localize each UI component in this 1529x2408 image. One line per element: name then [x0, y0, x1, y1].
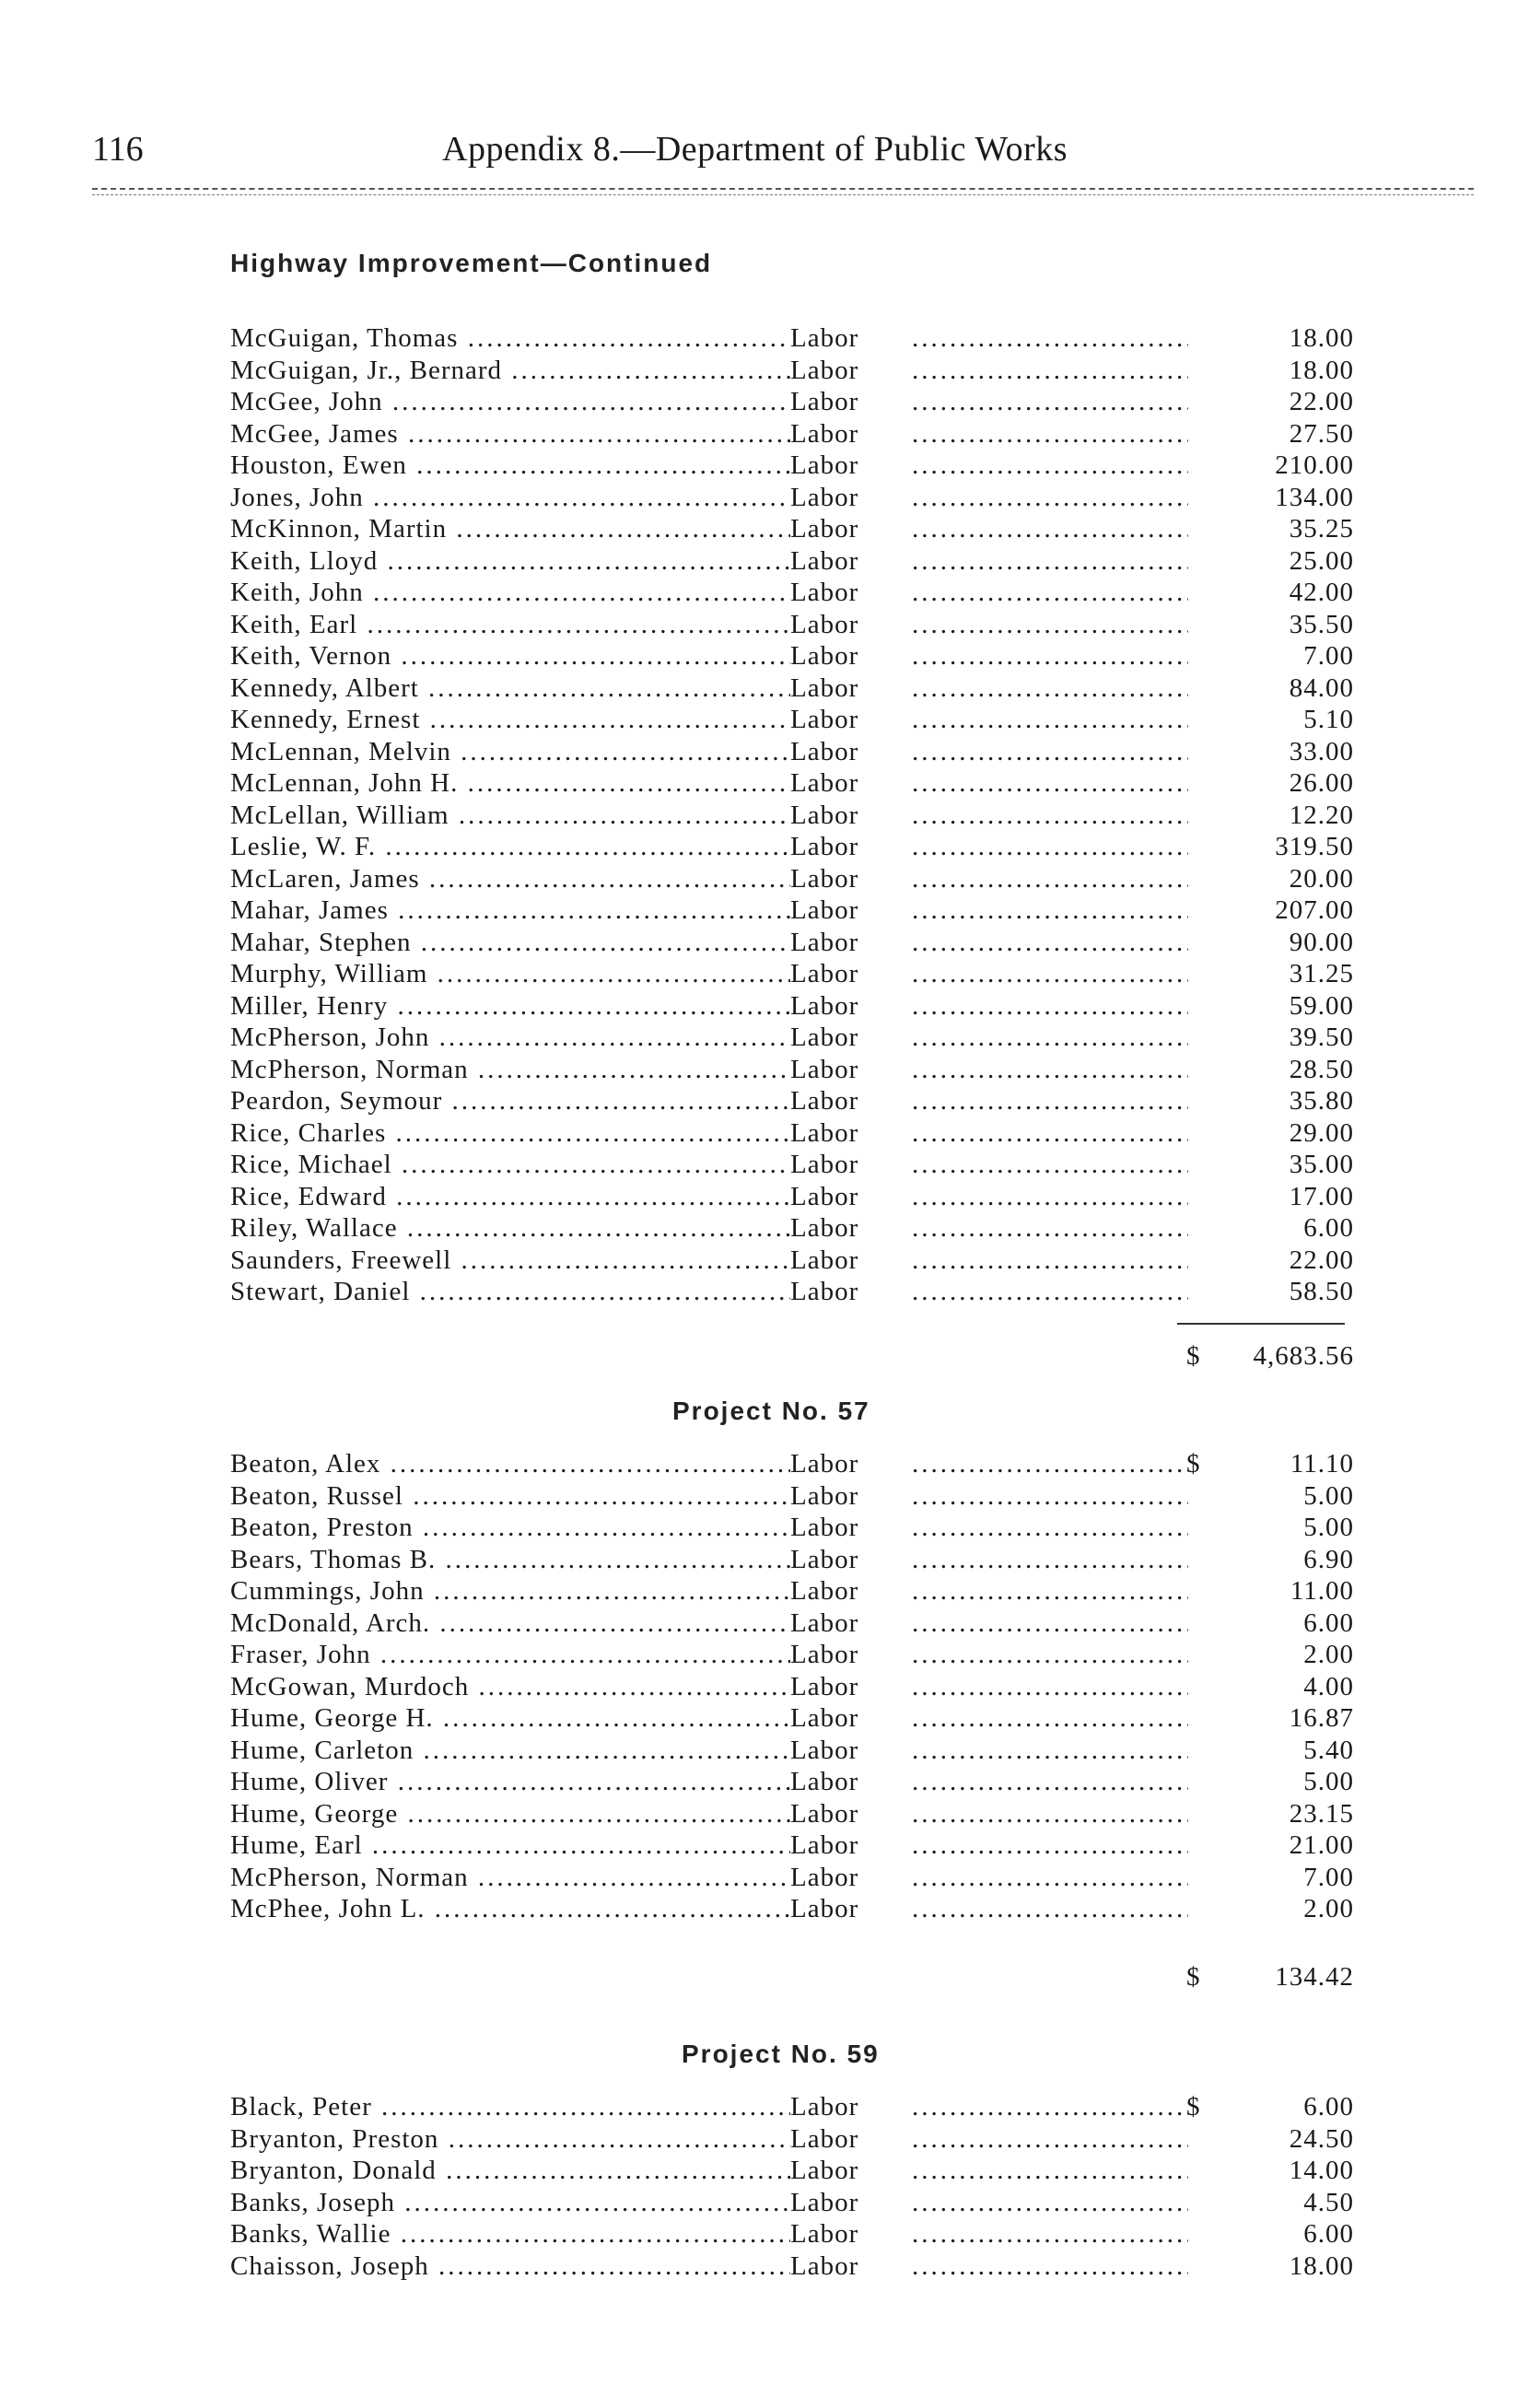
dot-leader: [912, 958, 1188, 990]
amount: 27.50: [1289, 418, 1354, 449]
dot-leader: [912, 1702, 1188, 1735]
amount: 31.25: [1289, 959, 1354, 988]
occupation: Labor: [790, 705, 859, 734]
amount: 21.00: [1289, 1830, 1354, 1860]
occupation: Labor: [790, 1449, 859, 1479]
employee-name: Keith, John .....: [230, 577, 790, 609]
occupation: Labor: [790, 2250, 859, 2281]
employee-name: Miller, Henry .....: [230, 990, 790, 1023]
amount: 2.00: [1303, 1640, 1354, 1669]
employee-name: Bryanton, Preston .....: [230, 2123, 790, 2156]
amount: 16.87: [1289, 1703, 1354, 1733]
amount: 25.00: [1289, 545, 1354, 576]
table-row: [230, 1544, 1354, 1576]
table-row: [230, 1022, 1354, 1054]
occupation: Labor: [790, 1054, 859, 1084]
dot-leader: [912, 863, 1188, 895]
occupation: Labor: [790, 832, 859, 861]
dot-leader: [912, 831, 1188, 863]
employee-name: McLennan, John H. .....: [230, 767, 790, 800]
table-row: [230, 2091, 1354, 2123]
dot-leader: [912, 1862, 1188, 1894]
amount: 319.50: [1275, 832, 1354, 861]
employee-name: Peardon, Seymour .....: [230, 1085, 790, 1117]
occupation: Labor: [790, 895, 859, 925]
page-number: 116: [92, 130, 144, 169]
table-row: [230, 355, 1354, 387]
amount: 28.50: [1289, 1054, 1354, 1084]
occupation: Labor: [790, 2092, 859, 2122]
occupation: Labor: [790, 927, 859, 957]
section-heading-highway-improvement: Highway Improvement—Continued: [230, 249, 713, 277]
amount: 6.90: [1303, 1544, 1354, 1574]
occupation: Labor: [790, 514, 859, 544]
dot-leader: [912, 1671, 1188, 1703]
occupation: Labor: [790, 800, 859, 830]
amount: 23.15: [1289, 1798, 1354, 1829]
occupation: Labor: [790, 1480, 859, 1511]
employee-name: Black, Peter .....: [230, 2091, 790, 2123]
table-row: [230, 1448, 1354, 1480]
employee-name: McPherson, Norman .....: [230, 1862, 790, 1894]
amount: 42.00: [1289, 578, 1354, 607]
table-row: [230, 1512, 1354, 1544]
dot-leader: [912, 1212, 1188, 1245]
dot-leader: [912, 322, 1188, 355]
amount: 18.00: [1289, 355, 1354, 385]
amount: 210.00: [1275, 450, 1354, 480]
amount: 4.00: [1303, 1671, 1354, 1701]
employee-name: McLellan, William .....: [230, 800, 790, 832]
amount: 6.00: [1303, 1607, 1354, 1638]
dot-leader: [912, 577, 1188, 609]
dot-leader: [912, 2091, 1188, 2123]
page-header: [92, 129, 1474, 184]
amount: 7.00: [1303, 1862, 1354, 1892]
occupation: Labor: [790, 1640, 859, 1669]
occupation: Labor: [790, 736, 859, 766]
dot-leader: [912, 1448, 1188, 1480]
occupation: Labor: [790, 1181, 859, 1211]
employee-name: Houston, Ewen .....: [230, 450, 790, 482]
table-row: [230, 640, 1354, 672]
occupation: Labor: [790, 482, 859, 512]
dot-leader: [912, 2123, 1188, 2156]
dot-leader: [912, 800, 1188, 832]
dot-leader: [912, 1544, 1188, 1576]
dot-leader: [912, 767, 1188, 800]
employee-name: Kennedy, Ernest .....: [230, 704, 790, 736]
occupation: Labor: [790, 355, 859, 385]
employee-name: Keith, Lloyd .....: [230, 545, 790, 578]
occupation: Labor: [790, 323, 859, 353]
table-row: [230, 704, 1354, 736]
employee-name: Hume, George .....: [230, 1798, 790, 1830]
employee-name: Chaisson, Joseph .....: [230, 2250, 790, 2283]
employee-name: Mahar, Stephen .....: [230, 927, 790, 959]
total-amount: 4,683.56: [1253, 1341, 1354, 1371]
table-row: [230, 672, 1354, 705]
employee-name: Beaton, Russel .....: [230, 1480, 790, 1513]
employee-name: Kennedy, Albert .....: [230, 672, 790, 705]
dollar-sign: $: [1186, 2092, 1200, 2122]
employee-name: Saunders, Freewell .....: [230, 1245, 790, 1277]
occupation: Labor: [790, 1735, 859, 1765]
occupation: Labor: [790, 1703, 859, 1733]
dot-leader: [912, 640, 1188, 672]
table-row: [230, 2218, 1354, 2250]
table-row: [230, 1181, 1354, 1213]
occupation: Labor: [790, 609, 859, 639]
occupation: Labor: [790, 387, 859, 416]
employee-name: Jones, John .....: [230, 482, 790, 514]
table-row: [230, 513, 1354, 545]
employee-name: Rice, Michael .....: [230, 1149, 790, 1181]
amount: 11.00: [1290, 1576, 1354, 1606]
amount: 35.80: [1289, 1086, 1354, 1116]
dot-leader: [912, 1639, 1188, 1671]
occupation: Labor: [790, 1544, 859, 1574]
table-row: [230, 831, 1354, 863]
dot-leader: [912, 1480, 1188, 1513]
dot-leader: [912, 894, 1188, 927]
amount: 35.50: [1289, 609, 1354, 639]
amount: 207.00: [1275, 895, 1354, 925]
dot-leader: [912, 609, 1188, 641]
dot-leader: [912, 1575, 1188, 1607]
employee-name: McDonald, Arch. .....: [230, 1607, 790, 1640]
table-row: [230, 1480, 1354, 1513]
occupation: Labor: [790, 450, 859, 480]
table-row: [230, 1735, 1354, 1767]
dot-leader: [912, 1054, 1188, 1086]
table-row: [230, 1639, 1354, 1671]
occupation: Labor: [790, 578, 859, 607]
table-row: [230, 736, 1354, 768]
occupation: Labor: [790, 1213, 859, 1243]
amount: 2.00: [1303, 1894, 1354, 1923]
employee-name: Beaton, Alex .....: [230, 1448, 790, 1480]
dot-leader: [912, 386, 1188, 418]
occupation: Labor: [790, 1830, 859, 1860]
table-row: [230, 1575, 1354, 1607]
table-row: [230, 863, 1354, 895]
dot-leader: [912, 1276, 1188, 1308]
amount: 18.00: [1289, 2250, 1354, 2281]
dot-leader: [912, 672, 1188, 705]
amount: 134.00: [1275, 482, 1354, 512]
amount: 35.00: [1289, 1150, 1354, 1179]
table-row: [230, 1702, 1354, 1735]
employee-name: Hume, George H. .....: [230, 1702, 790, 1735]
occupation: Labor: [790, 863, 859, 894]
table-row: [230, 800, 1354, 832]
dot-leader: [912, 1181, 1188, 1213]
dot-leader: [912, 1893, 1188, 1925]
occupation: Labor: [790, 1607, 859, 1638]
entries-list: [230, 1448, 1354, 1925]
amount: 39.50: [1289, 1023, 1354, 1052]
employee-name: McGowan, Murdoch .....: [230, 1671, 790, 1703]
table-row: [230, 322, 1354, 355]
table-row: [230, 1149, 1354, 1181]
amount: 58.50: [1289, 1277, 1354, 1306]
amount: 4.50: [1303, 2187, 1354, 2217]
occupation: Labor: [790, 1277, 859, 1306]
dot-leader: [912, 1149, 1188, 1181]
table-row: [230, 2187, 1354, 2219]
amount: 11.10: [1290, 1449, 1354, 1479]
occupation: Labor: [790, 768, 859, 798]
amount: 6.00: [1303, 1213, 1354, 1243]
occupation: Labor: [790, 1245, 859, 1275]
dot-leader: [912, 513, 1188, 545]
dot-leader: [912, 1766, 1188, 1798]
running-title: Appendix 8.—Department of Public Works: [442, 130, 1068, 169]
amount: 17.00: [1289, 1181, 1354, 1211]
dot-leader: [912, 450, 1188, 482]
amount: 84.00: [1289, 672, 1354, 703]
dot-leader: [912, 1085, 1188, 1117]
dot-leader: [912, 2218, 1188, 2250]
amount: 5.00: [1303, 1767, 1354, 1796]
dot-leader: [912, 1829, 1188, 1862]
table-row: [230, 1893, 1354, 1925]
employee-name: Bryanton, Donald .....: [230, 2155, 790, 2187]
employee-name: Hume, Earl .....: [230, 1829, 790, 1862]
occupation: Labor: [790, 1576, 859, 1606]
amount: 5.10: [1303, 705, 1354, 734]
employee-name: Hume, Oliver .....: [230, 1766, 790, 1798]
amount: 5.40: [1303, 1735, 1354, 1765]
amount: 5.00: [1303, 1513, 1354, 1542]
dot-leader: [912, 990, 1188, 1023]
header-rule: [92, 188, 1474, 190]
amount: 26.00: [1289, 768, 1354, 798]
dot-leader: [912, 736, 1188, 768]
table-row: [230, 1829, 1354, 1862]
dot-leader: [912, 1607, 1188, 1640]
occupation: Labor: [790, 1513, 859, 1542]
dollar-sign: $: [1186, 1449, 1200, 1479]
employee-name: Bears, Thomas B. .....: [230, 1544, 790, 1576]
subtotal-rule: [1177, 1323, 1345, 1325]
header-rule-secondary: [92, 194, 1474, 195]
table-row: [230, 1276, 1354, 1308]
table-row: [230, 2155, 1354, 2187]
section-heading-project-59: Project No. 59: [682, 2040, 880, 2068]
employee-name: Keith, Vernon .....: [230, 640, 790, 672]
employee-name: Fraser, John .....: [230, 1639, 790, 1671]
occupation: Labor: [790, 2219, 859, 2249]
table-row: [230, 1054, 1354, 1086]
employee-name: Stewart, Daniel .....: [230, 1276, 790, 1308]
dot-leader: [912, 2187, 1188, 2219]
occupation: Labor: [790, 1150, 859, 1179]
occupation: Labor: [790, 1798, 859, 1829]
amount: 22.00: [1289, 387, 1354, 416]
table-row: [230, 609, 1354, 641]
employee-name: Banks, Wallie .....: [230, 2218, 790, 2250]
occupation: Labor: [790, 990, 859, 1021]
occupation: Labor: [790, 1117, 859, 1148]
occupation: Labor: [790, 959, 859, 988]
occupation: Labor: [790, 1767, 859, 1796]
table-row: [230, 418, 1354, 450]
table-row: [230, 1212, 1354, 1245]
table-row: [230, 1862, 1354, 1894]
total-dollar-sign: $: [1186, 1341, 1200, 1371]
employee-name: McPhee, John L. .....: [230, 1893, 790, 1925]
table-row: [230, 958, 1354, 990]
amount: 20.00: [1289, 863, 1354, 894]
employee-name: McGee, John .....: [230, 386, 790, 418]
table-row: [230, 1798, 1354, 1830]
table-row: [230, 386, 1354, 418]
table-row: [230, 1117, 1354, 1150]
employee-name: McLaren, James .....: [230, 863, 790, 895]
table-row: [230, 1085, 1354, 1117]
table-row: [230, 1607, 1354, 1640]
occupation: Labor: [790, 2123, 859, 2154]
employee-name: Leslie, W. F. .....: [230, 831, 790, 863]
table-row: [230, 577, 1354, 609]
dot-leader: [912, 2155, 1188, 2187]
occupation: Labor: [790, 1894, 859, 1923]
amount: 12.20: [1289, 800, 1354, 830]
employee-name: Cummings, John .....: [230, 1575, 790, 1607]
amount: 24.50: [1289, 2123, 1354, 2154]
employee-name: McKinnon, Martin .....: [230, 513, 790, 545]
amount: 14.00: [1289, 2156, 1354, 2185]
amount: 5.00: [1303, 1480, 1354, 1511]
total-dollar-sign: $: [1186, 1962, 1200, 1992]
occupation: Labor: [790, 1671, 859, 1701]
dot-leader: [912, 2250, 1188, 2283]
amount: 29.00: [1289, 1117, 1354, 1148]
employee-name: McLennan, Melvin .....: [230, 736, 790, 768]
employee-name: Beaton, Preston .....: [230, 1512, 790, 1544]
table-row: [230, 482, 1354, 514]
dot-leader: [912, 704, 1188, 736]
table-row: [230, 767, 1354, 800]
amount: 18.00: [1289, 323, 1354, 353]
entries-list: [230, 2091, 1354, 2282]
occupation: Labor: [790, 1862, 859, 1892]
employee-name: McGuigan, Jr., Bernard .....: [230, 355, 790, 387]
dot-leader: [912, 1245, 1188, 1277]
employee-name: McPherson, Norman .....: [230, 1054, 790, 1086]
employee-name: Murphy, William .....: [230, 958, 790, 990]
table-row: [230, 2123, 1354, 2156]
table-row: [230, 927, 1354, 959]
table-row: [230, 450, 1354, 482]
occupation: Labor: [790, 1023, 859, 1052]
dot-leader: [912, 1735, 1188, 1767]
amount: 59.00: [1289, 990, 1354, 1021]
amount: 33.00: [1289, 736, 1354, 766]
employee-name: Rice, Charles .....: [230, 1117, 790, 1150]
amount: 35.25: [1289, 514, 1354, 544]
employee-name: Mahar, James .....: [230, 894, 790, 927]
total-amount: 134.42: [1275, 1962, 1354, 1992]
table-row: [230, 1245, 1354, 1277]
employee-name: Hume, Carleton .....: [230, 1735, 790, 1767]
occupation: Labor: [790, 1086, 859, 1116]
table-row: [230, 990, 1354, 1023]
dot-leader: [912, 355, 1188, 387]
employee-name: McGuigan, Thomas .....: [230, 322, 790, 355]
employee-name: McPherson, John .....: [230, 1022, 790, 1054]
dot-leader: [912, 1798, 1188, 1830]
table-row: [230, 894, 1354, 927]
dot-leader: [912, 545, 1188, 578]
employee-name: Rice, Edward .....: [230, 1181, 790, 1213]
table-row: [230, 2250, 1354, 2283]
dot-leader: [912, 482, 1188, 514]
dot-leader: [912, 1512, 1188, 1544]
dot-leader: [912, 1117, 1188, 1150]
table-row: [230, 1671, 1354, 1703]
section-heading-project-57: Project No. 57: [672, 1397, 870, 1425]
amount: 7.00: [1303, 641, 1354, 671]
occupation: Labor: [790, 672, 859, 703]
dot-leader: [912, 418, 1188, 450]
occupation: Labor: [790, 545, 859, 576]
amount: 6.00: [1303, 2092, 1354, 2122]
amount: 6.00: [1303, 2219, 1354, 2249]
employee-name: Riley, Wallace .....: [230, 1212, 790, 1245]
amount: 90.00: [1289, 927, 1354, 957]
occupation: Labor: [790, 418, 859, 449]
occupation: Labor: [790, 641, 859, 671]
employee-name: Keith, Earl .....: [230, 609, 790, 641]
table-row: [230, 545, 1354, 578]
occupation: Labor: [790, 2156, 859, 2185]
table-row: [230, 1766, 1354, 1798]
entries-list: [230, 322, 1354, 1308]
dot-leader: [912, 927, 1188, 959]
amount: 22.00: [1289, 1245, 1354, 1275]
occupation: Labor: [790, 2187, 859, 2217]
dot-leader: [912, 1022, 1188, 1054]
employee-name: Banks, Joseph .....: [230, 2187, 790, 2219]
employee-name: McGee, James .....: [230, 418, 790, 450]
